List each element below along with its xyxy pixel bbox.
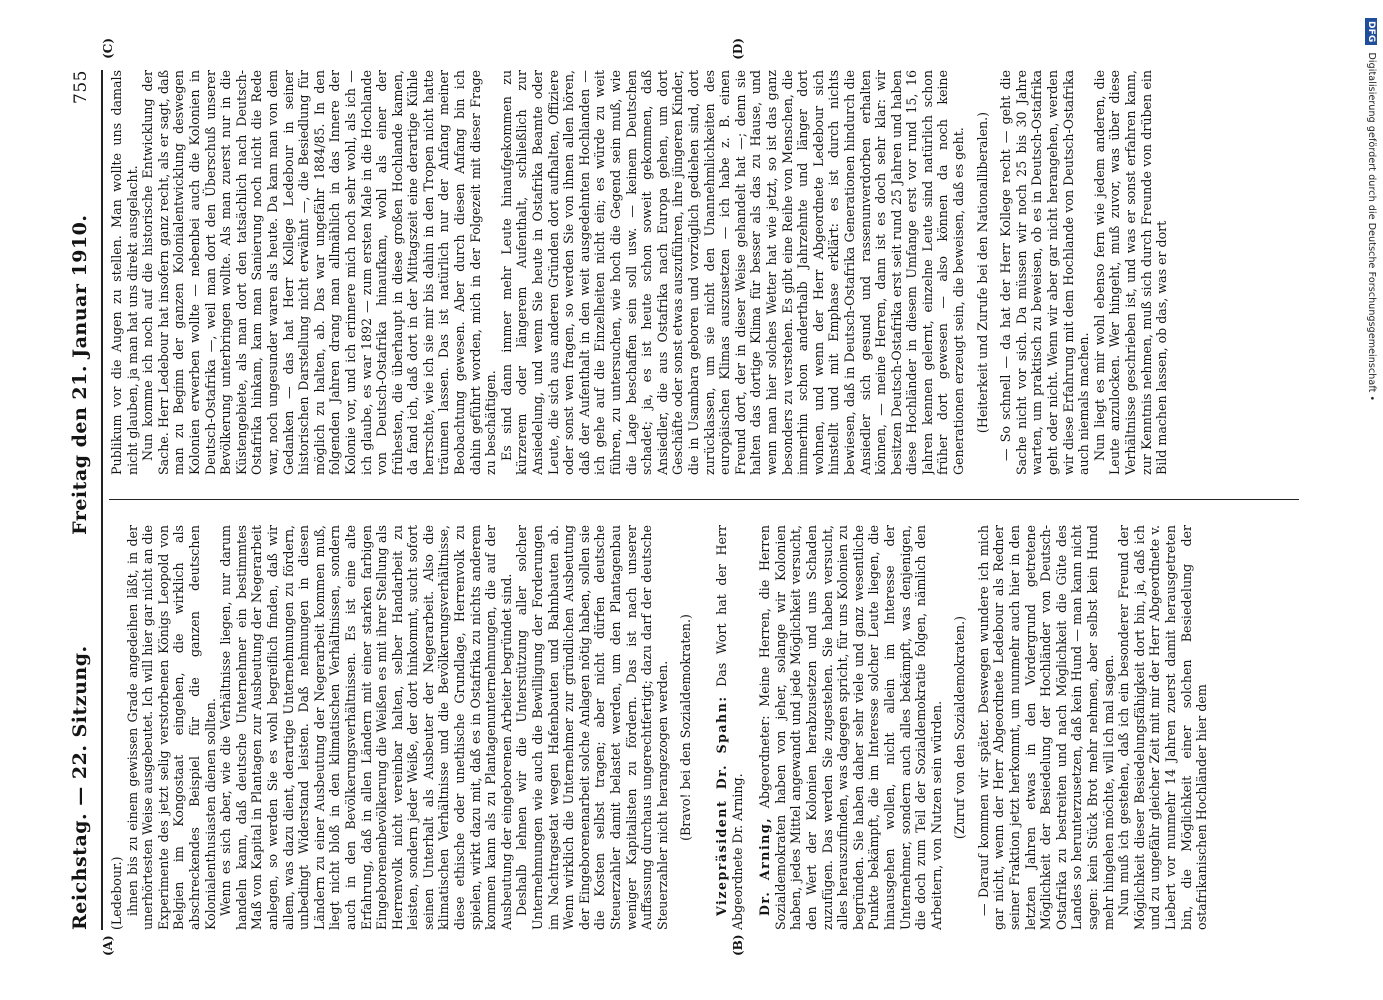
arning-speech <box>757 525 944 930</box>
arning-name: Dr. Arning, <box>757 816 773 916</box>
page-number: 755 <box>71 70 91 104</box>
speaker-note: (Ledebour.) <box>109 856 124 930</box>
page-header <box>69 70 103 930</box>
left-paragraph-3: Deshalb lehnen wir die Unterstützung aller solcher Unternehmungen wie auch die Bewilligung der Forderungen im Nachtragsetat wegen Hafenbauten und Bahnbauten ab. Wenn wirklich die Unternehmer zur gründlichen Ausbeutung der Eingeborenenarbeit solche Anlagen nötig haben, sollen sie die Kosten selbst tragen; aber nicht dürfen deutsche Steuerzahler damit belastet werden, um den Plantagenbau weniger Kapitalisten zu fördern. Das ist nach unserer Auffassung durchaus ungerechtfertigt; dazu darf der deutsche Steuerzahler nicht herangezogen werden. <box>514 525 670 930</box>
vice-president-name: Vizepräsident Dr. Spahn: <box>713 695 729 916</box>
arning-text: Abgeordneter: Meine Herren, die Herren Sozialdemokraten haben von jeher, solange wir Kolonien haben, jedes Mittel angewandt und jede Möglichkeit versucht, den Wert der Kolonien herabzusetzen und uns Schaden zuzufügen. Das werden Sie zugestehen. Sie haben versucht, alles herauszufinden, was dagegen spricht, für uns Kolonien zu begründen. Sie haben daher sehr viele und ganz wesentliche Punkte bekämpft, die im Interesse solcher Leute liegen, die hinausgehen wollen, nicht allein im Interesse der Unternehmer, sondern auch alles bekämpft, was denjenigen, die doch zum Teil der Sozialdemokratie folgen, nämlich den Arbeitern, von Nutzen sein würden. <box>757 525 944 930</box>
header-left: Reichstag. — 22. Sitzung. <box>69 645 91 930</box>
right-paragraph-4: — So schnell — da hat der Herr Kollege recht — geht die Sache nicht vor sich. Da müssen wir noch 25 bis 30 Jahre warten, um praktisch zu beweisen, ob es in Deutsch-Ostafrika geht oder nicht. Wenn wir aber gar nicht herangehen, werden wir diese Erfahrung mit dem Hochlande von Deutsch-Ostafrika auch niemals machen. <box>998 70 1092 475</box>
left-paragraph-6: Nun muß ich gestehen, daß ich ein besonderer Freund der Möglichkeit dieser Besiedelungsfähigkeit dort bin, ja, daß ich und zu ungefähr gleicher Zeit mit mir der Herr Abgeordnete v. Liebert vor nunmehr 14 Jahren zuerst damit herausgetreten bin, die Möglichkeit einer solchen Besiedelung der ostafrikanischen Hochländer hier dem <box>1116 525 1210 930</box>
margin-marker-c: (C) <box>101 38 115 59</box>
digitization-credit-text: Digitalisierung gefördert durch die Deutsche Forschungsgemeinschaft • <box>1366 52 1377 402</box>
interjection-2: (Heiterkeit und Zurufe bei den Nationalliberalen.) <box>974 111 990 434</box>
margin-marker-a: (A) <box>101 935 115 956</box>
vice-president-remark <box>714 525 745 930</box>
header-date: Freitag den 21. Januar 1910. <box>69 214 91 535</box>
vice-president-text: Das Wort hat der Herr Abgeordnete Dr. Arning. <box>713 525 745 930</box>
applause-note: (Bravo! bei den Sozialdemokraten.) <box>678 614 694 841</box>
margin-marker-b: (B) <box>731 934 745 956</box>
right-paragraph-3: Es sind dann immer mehr Leute hinaufgekommen zu kürzerem oder längerem Aufenthalt, schließlich zur Ansiedelung, und wenn Sie heute in Ostafrika Beamte oder Leute, die sich aus anderen Gründen dort aufhalten, Offiziere oder sonst wen fragen, so werden Sie von ihnen allen hören, daß der Aufenthalt in den weit ausgedehnten Hochlanden — ich gehe auf die Einzelheiten nicht ein; es würde zu weit führen, zu untersuchen, wie hoch die Gegend sein muß, wie die Lage beschaffen sein soll usw. — keinem Deutschen schadet; ja, es ist heute schon soweit gekommen, daß Ansiedler, die aus Ostafrika nach Europa gehen, um dort Geschäfte oder sonst etwas auszuführen, ihre jüngeren Kinder, die in Usambara geboren und vorzüglich gediehen sind, dort zurücklassen, um sie nicht den Unannehmlichkeiten des europäischen Klimas auszusetzen — ich habe z. B. einen Freund dort, der in dieser Weise gehandelt hat —; denn sie halten das dortige Klima für besser als das zu Hause, und wenn man hier solches Wetter hat wie jetzt, so ist das ganz besonders zu verstehen. Es gibt eine Reihe von Menschen, die immerhin schon anderthalb Jahrzehnte und länger dort wohnen, und wenn der Herr Abgeordnete Ledebour sich hinstellt und mit Emphase erklärt: es ist durch nichts bewiesen, daß in Deutsch-Ostafrika Generationen hindurch die Ansiedler sich gesund und rassenunverdorben erhalten können, — meine Herren, dann ist es doch sehr klar: wir besitzen Deutsch-Ostafrika erst seit rund 25 Jahren und haben diese Hochländer in diesem Umfange erst vor rund 15, 16 Jahren kennen gelernt, einzelne Leute sind natürlich schon früher dort gewesen — also können da noch keine Generationen erzeugt sein, die beweisen, daß es geht. <box>498 70 967 475</box>
right-paragraph-2: Nun komme ich noch auf die historische Entwicklung der Sache. Herr Ledebour hat insofern ganz recht, als er sagt, daß man zu Beginn der ganzen Kolonialentwicklung deswegen Kolonien erwerben wollte — nebenbei auch die Kolonien in Deutsch-Ostafrika —, weil man dort den Überschuß unserer Bevölkerung unterbringen wollte. Als man zuerst nur in die Küstengebiete, als man dort den tatsächlich nach Deutsch-Ostafrika hinkam, kam man Sanierung noch nicht die Rede war, noch ungesunder waren als heute. Da kam man von dem Gedanken — das hat Herr Kollege Ledebour in seiner historischen Darstellung nicht erwähnt —, die Besiedlung für möglich zu halten, ab. Das war ungefähr 1884/85. In den folgenden Jahren drang man allmählich in das Innere der Kolonie vor, und ich erinnere mich noch sehr wohl, als ich — ich glaube, es war 1892 — zum ersten Male in die Hochlande von Deutsch-Ostafrika hinaufkam, wohl als einer der frühesten, die überhaupt in diese großen Hochlande kamen, da fand ich, daß dort in der Mittagszeit eine derartige Kühle herrschte, wie ich sie mir bis dahin in den Tropen nicht hatte träumen lassen. Das ist natürlich nur der Anfang meiner Beobachtung gewesen. Aber durch diesen Anfang bin ich dahin geführt worden, mich in der Folgezeit mit dieser Frage zu beschäftigen. <box>140 70 499 475</box>
dfg-logo: DFG <box>1365 18 1377 45</box>
right-paragraph-5: Nun liegt es mir wohl ebenso fern wie jedem anderen, die Leute anzulocken. Wer hingeht, muß zuvor, was über diese Verhältnisse geschrieben ist, und was er sonst erfahren kann, zur Kenntnis nehmen, muß sich durch Freunde von drüben ein Bild machen lassen, ob das, was er dort <box>1091 70 1170 475</box>
rotated-page <box>51 30 1331 970</box>
left-paragraph-2: Wenn es sich aber, wie die Verhältnisse liegen, nur darum handeln kann, daß deutsche Unternehmer ein bestimmtes Maß von Kapital in Plantagen zur Ausbeutung der Negerarbeit anlegen, so werden Sie es wohl begreiflich finden, daß wir allem, was dazu dient, derartige Unternehmungen zu fördern, unbedingt Widerstand leisten. Daß nehmungen in diesen Ländern zu einer Ausbeutung der Negerarbeit kommen muß, liegt nicht bloß in den klimatischen Verhältnissen, sondern auch in den Bevölkerungsverhältnissen. Es ist eine alte Erfahrung, daß in allen Ländern mit einer starken farbigen Eingeborenenbevölkerung die Weißen es mit ihrer Stellung als Herrenvolk nicht vereinbar halten, selber Handarbeit zu leisten, sondern jeder Weiße, der dort hinkommt, sucht sofort seinen Unterhalt als Ausbeuter der Negerarbeit. Also die klimatischen Verhältnisse und die Bevölkerungsverhältnisse, diese ethische oder unethische Grundlage, Herrenvolk zu spielen, wirkt dazu mit, daß es in Ostafrika zu nichts anderem kommen kann als zu Plantagenunternehmungen, die auf der Ausbeutung der eingeborenen Arbeiter begründet sind. <box>218 525 514 930</box>
spacer <box>702 525 714 930</box>
two-column-body <box>109 70 1299 930</box>
left-paragraph-5: — Darauf kommen wir später. Deswegen wundere ich mich gar nicht, wenn der Herr Abgeordnete Ledebour als Redner seiner Fraktion jetzt herkommt, um nunmehr auch hier in den letzten Jahren etwas in den Vordergrund getretene Möglichkeit der Besiedelung der Hochländer von Deutsch-Ostafrika zu bestreiten und nach Möglichkeit die Güte des Landes so herunterzusetzen, daß kein Hund — man kann nicht sagen: kein Stück Brot mehr nehmen, aber selbst kein Hund mehr hingehen möchte, will ich mal sagen. <box>975 525 1116 930</box>
margin-marker-d: (D) <box>731 38 745 60</box>
left-paragraph-1: ihnen bis zu einem gewissen Grade angedeihen läßt, in der unerhörtesten Weise ausgebeutet. Ich will hier gar nicht an die Experimente des jetzt selig verstorbenen Königs Leopold von Belgien im Kongostaat eingehen, die wirklich als abschreckendes Beispiel für die ganzen deutschen Kolonialenthusiasten dienen sollten. <box>124 525 218 930</box>
digitization-credit <box>1365 18 1377 401</box>
column-divider <box>109 499 1299 500</box>
right-column <box>109 70 1299 475</box>
right-paragraph-1: Publikum vor die Augen zu stellen. Man wollte uns damals nicht glauben, ja man hat uns direkt ausgelacht. <box>109 70 140 475</box>
spacer <box>745 525 757 930</box>
interjection-1: (Zuruf von den Sozialdemokraten.) <box>952 615 968 840</box>
left-column <box>109 525 1299 930</box>
